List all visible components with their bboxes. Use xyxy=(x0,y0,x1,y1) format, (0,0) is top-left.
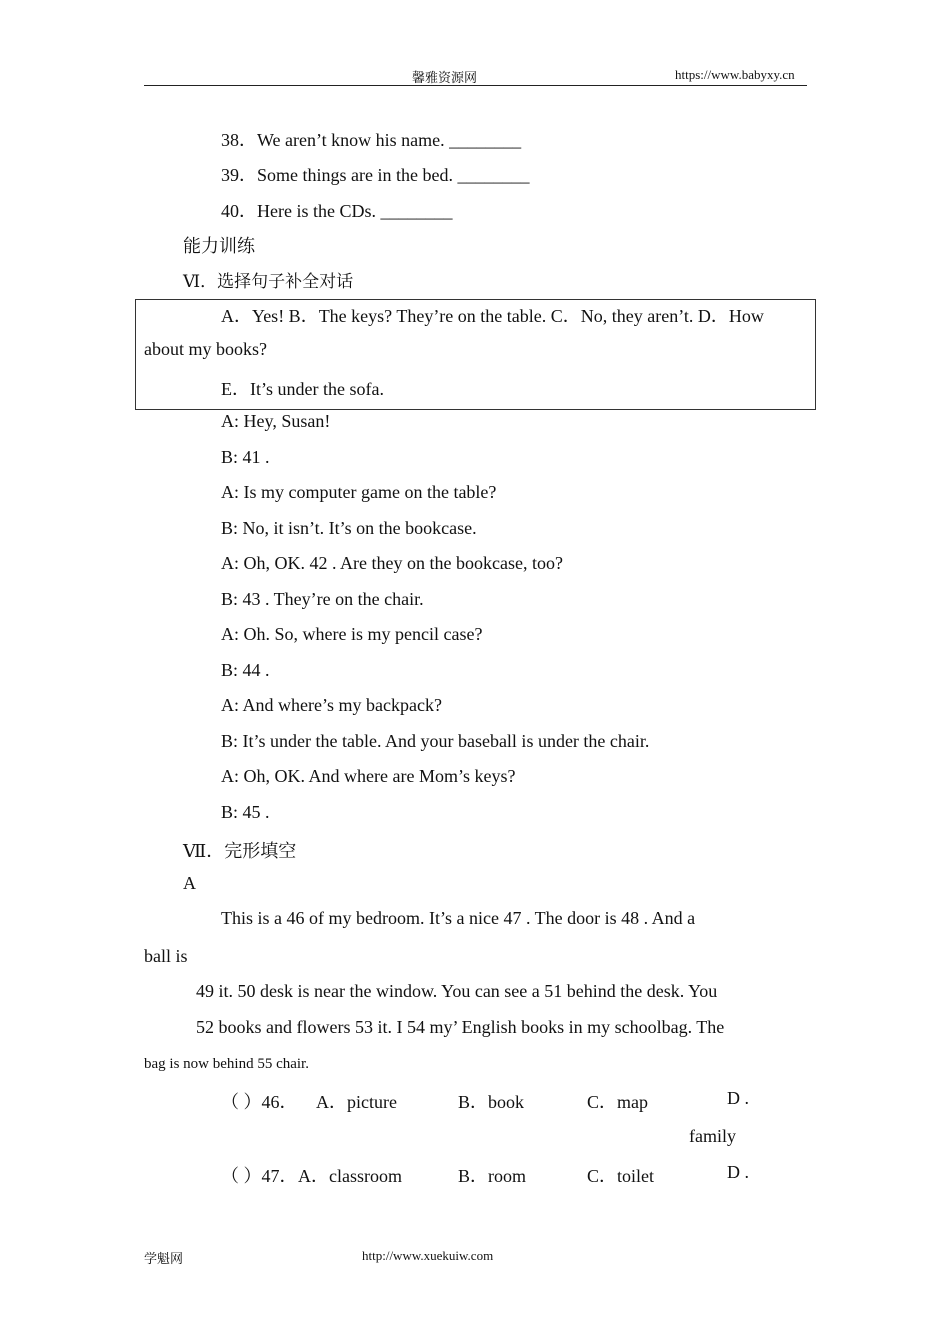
header-site-name: 馨雅资源网 xyxy=(412,70,478,85)
choice-47-a: A．classroom xyxy=(298,1166,402,1186)
question-38: 38．We aren’t know his name. ________ xyxy=(221,130,522,150)
dialogue-line: B: 41 . xyxy=(221,447,270,467)
choice-46-a: A．picture xyxy=(316,1092,397,1112)
dialogue-line: B: 45 . xyxy=(221,802,270,822)
section-6-title: Ⅵ．选择句子补全对话 xyxy=(183,272,354,291)
passage-line-1: This is a 46 of my bedroom. It’s a nice 47 . The door is 48 . And a xyxy=(221,908,696,928)
header-url[interactable]: https://www.babyxy.cn xyxy=(675,67,795,82)
section-7-part: A xyxy=(183,873,196,893)
question-40: 40．Here is the CDs. ________ xyxy=(221,201,453,221)
dialogue-line: B: 43 . They’re on the chair. xyxy=(221,589,424,609)
choice-47-number: （ ）47． xyxy=(221,1166,298,1186)
passage-line-3: 49 it. 50 desk is near the window. You can see a 51 behind the desk. You xyxy=(196,981,718,1001)
dialogue-line: A: Hey, Susan! xyxy=(221,411,331,431)
options-line-2: about my books? xyxy=(144,339,267,359)
question-39: 39．Some things are in the bed. ________ xyxy=(221,165,530,185)
header-divider xyxy=(144,85,807,86)
dialogue-line: B: 44 . xyxy=(221,660,270,680)
section-ability-heading: 能力训练 xyxy=(183,236,255,256)
dialogue-line: A: Oh. So, where is my pencil case? xyxy=(221,624,483,644)
dialogue-line: A: And where’s my backpack? xyxy=(221,695,442,715)
passage-line-5: bag is now behind 55 chair. xyxy=(144,1056,309,1072)
choice-47-b: B．room xyxy=(458,1166,527,1186)
choice-46-number: （ ）46． xyxy=(221,1092,298,1112)
choice-46-b: B．book xyxy=(458,1092,525,1112)
dialogue-line: B: No, it isn’t. It’s on the bookcase. xyxy=(221,518,477,538)
choice-47-c: C．toilet xyxy=(587,1166,654,1186)
choice-46-d-text: family xyxy=(689,1126,736,1146)
options-line-3: E．It’s under the sofa. xyxy=(221,379,384,399)
choice-47-d: D . xyxy=(727,1162,749,1182)
dialogue-line: A: Oh, OK. And where are Mom’s keys? xyxy=(221,766,516,786)
passage-line-4: 52 books and flowers 53 it. I 54 my’ English books in my schoolbag. The xyxy=(196,1017,725,1037)
choice-46-c: C．map xyxy=(587,1092,648,1112)
dialogue-line: A: Oh, OK. 42 . Are they on the bookcase, too? xyxy=(221,553,563,573)
footer-url[interactable]: http://www.xuekuiw.com xyxy=(362,1248,494,1263)
section-7-title: Ⅶ．完形填空 xyxy=(183,841,297,861)
choice-46-d: D . xyxy=(727,1088,749,1108)
options-line-1: A．Yes! B．The keys? They’re on the table. C．No, they aren’t. D．How xyxy=(221,306,764,326)
footer-site-name: 学魁网 xyxy=(144,1251,184,1266)
dialogue-line: A: Is my computer game on the table? xyxy=(221,482,497,502)
passage-line-2: ball is xyxy=(144,946,188,966)
dialogue-line: B: It’s under the table. And your baseball is under the chair. xyxy=(221,731,650,751)
